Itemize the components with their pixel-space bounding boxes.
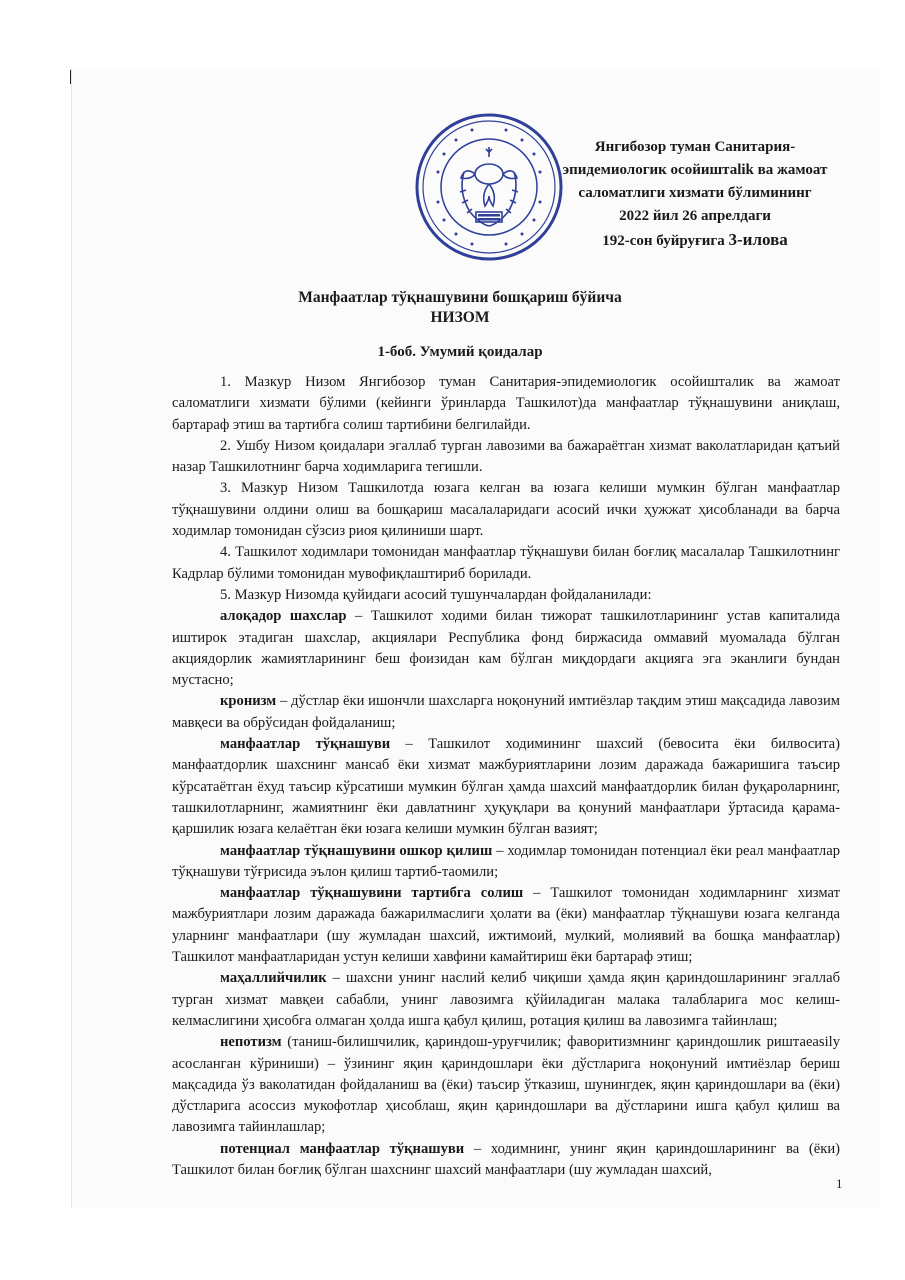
title-line-2: НИЗОМ <box>430 309 490 326</box>
definition-term: манфаатлар тўқнашувини тартибга солиш <box>220 885 524 902</box>
definition-term: манфаатлар тўқнашувини ошкор қилиш <box>220 842 493 859</box>
definition-term: маҳаллийчилик <box>220 970 327 987</box>
definition: потенциал манфаатлар тўқнашуви – ходимнинг, унинг яқин қариндошларининг ва (ёки) Ташкилот билан боғлиқ бўлган шахснинг шахсий манфаатлари (шу жумладан шахсий, <box>172 1140 840 1178</box>
definition: непотизм (таниш-билишчилик, қариндош-уруғчилик; фаворитизмнинг қариндошлик риштаeasily асосланган кўриниши) – ўзининг яқин қариндошлари ёки дўстларига ноқонуний имтиёзлар бериш мақсадида ўз ваколатидан фойдаланиш ва (ёки) таъсир ўтказиш, шунингдек, яқин қариндошлари ва (ёки) дўстларига асоссиз мукофотлар ҳисоблаш, яқин қариндошлари ва дўстларини ишга қабул қилиш ва лавозимга тайинлашлар; <box>172 1034 840 1136</box>
definition-term: кронизм <box>220 693 277 710</box>
definition: манфаатлар тўқнашуви – Ташкилот ходимининг шахсий (бевосита ёки билвосита) манфаатдорлик шахснинг мансаб ёки хизмат мажбуриятларини лозим даражада бажаришига таъсир кўрсатаётган ёхуд таъсир кўрсатиши мумкин бўлган ҳамда шахсий манфаатдорлик билан фуқароларнинг, ташкилотларнинг, жамиятнинг ёки давлатнинг ҳуқуқлари ва қонуний манфаатлари ўртасида қарама-қаршилик юзага келаётган ёки юзага келиши мумкин бўлган вазият; <box>172 736 841 838</box>
definition-term: непотизм <box>220 1034 282 1051</box>
header-line-4: 2022 йил 26 апрелдаги <box>619 208 771 224</box>
header-line-1: Янгибозор туман Санитария- <box>594 139 796 155</box>
document-body <box>172 372 840 1181</box>
header-line-2: эпидемиологик осойиштаlik ва жамоат <box>562 162 828 178</box>
header-appendix: 3-илова <box>728 230 788 249</box>
definition-term: потенциал манфаатлар тўқнашуви <box>220 1140 465 1157</box>
paragraph: 3. Мазкур Низом Ташкилотда юзага келган ва юзага келиши мумкин бўлган манфаатлар тўқнашувини олдини олиш ва бошқариш масалаларидаги асосий ички ҳужжат ҳисобланади ва барча ходимлар томонидан сўзсиз риоя қилиниши шарт. <box>172 480 840 540</box>
paragraph: 5. Мазкур Низомда қуйидаги асосий тушунчалардан фойдаланилади: <box>220 586 652 603</box>
definition: маҳаллийчилик – шахсни унинг наслий келиб чиқиши ҳамда яқин қариндошларининг эгаллаб турган хизмат мавқеи сабабли, унинг лавозимга қўйиладиган малака талабларига мос келиш-келмаслигини ҳисобга олмаган ҳолда ишга қабул қилиш, ротация қилиш ва лавозимга тайинлаш; <box>172 970 840 1029</box>
order-header <box>540 136 850 253</box>
chapter-heading: 1-боб. Умумий қоидалар <box>377 344 543 360</box>
title-line-1: Манфаатлар тўқнашувини бошқариш бўйича <box>298 289 622 306</box>
paragraph: 2. Ушбу Низом қоидалари эгаллаб турган лавозими ва бажараётган хизмат ваколатларидан қатъий назар Ташкилотнинг барча ходимларига тегишли. <box>172 437 840 476</box>
definition: манфаатлар тўқнашувини тартибга солиш – Ташкилот томонидан ходимларнинг хизмат мажбуриятлари лозим даражада бажарилмаслиги ҳолати ва (ёки) манфаатлар тўқнашуви юзага келганда уларнинг манфаатлари (шу жумладан шахсий, ижтимоий, мулкий, молиявий ва бошқа манфаатлар) Ташкилот манфаатларидан устун келиши хавфини камайтириш ёки бартараф этиш; <box>172 885 840 966</box>
header-line-5 <box>540 228 850 253</box>
header-order-number: 192-сон буйруғига <box>602 233 729 249</box>
paragraph: 4. Ташкилот ходимлари томонидан манфаатлар тўқнашуви билан боғлиқ масалалар Ташкилотнинг Кадрлар бўлими томонидан мувофиқлаштириб борилади. <box>172 544 840 582</box>
definition-term: манфаатлар тўқнашуви <box>220 736 391 753</box>
definition: алоқадор шахслар – Ташкилот ходими билан тижорат ташкилотларининг устав капиталида иштирок этадиган шахслар, акциялари Республика фонд биржасида оммавий муомалада бўлган акциядорлик жамиятларининг беш фоизидан кам бўлган миқдордаги акцияга эга эканлиги бундан мустасно; <box>172 608 840 689</box>
page-number: 1 <box>836 1176 843 1191</box>
paragraph: 1. Мазкур Низом Янгибозор туман Санитария-эпидемиологик осойишталик ва жамоат саломатлиги хизмати бўлими (кейинги ўринларда Ташкилот)да манфаатлар тўқнашувини аниқлаш, бартараф этиш ва тартибга солиш тартибини белгилайди. <box>172 374 840 433</box>
definition: кронизм – дўстлар ёки ишончли шахсларга ноқонуний имтиёзлар тақдим этиш мақсадида лавозим мавқеси ва обрўсидан фойдаланиш; <box>172 693 840 731</box>
definition: манфаатлар тўқнашувини ошкор қилиш – ходимлар томонидан потенциал ёки реал манфаатлар тўқнашуви тўғрисида эълон қилиш тартиб-таомили; <box>172 842 840 880</box>
definition-term: алоқадор шахслар <box>220 608 347 625</box>
document-title <box>140 288 780 328</box>
header-line-3: саломатлиги хизмати бўлимининг <box>578 185 812 201</box>
scan-margin <box>0 0 70 1280</box>
